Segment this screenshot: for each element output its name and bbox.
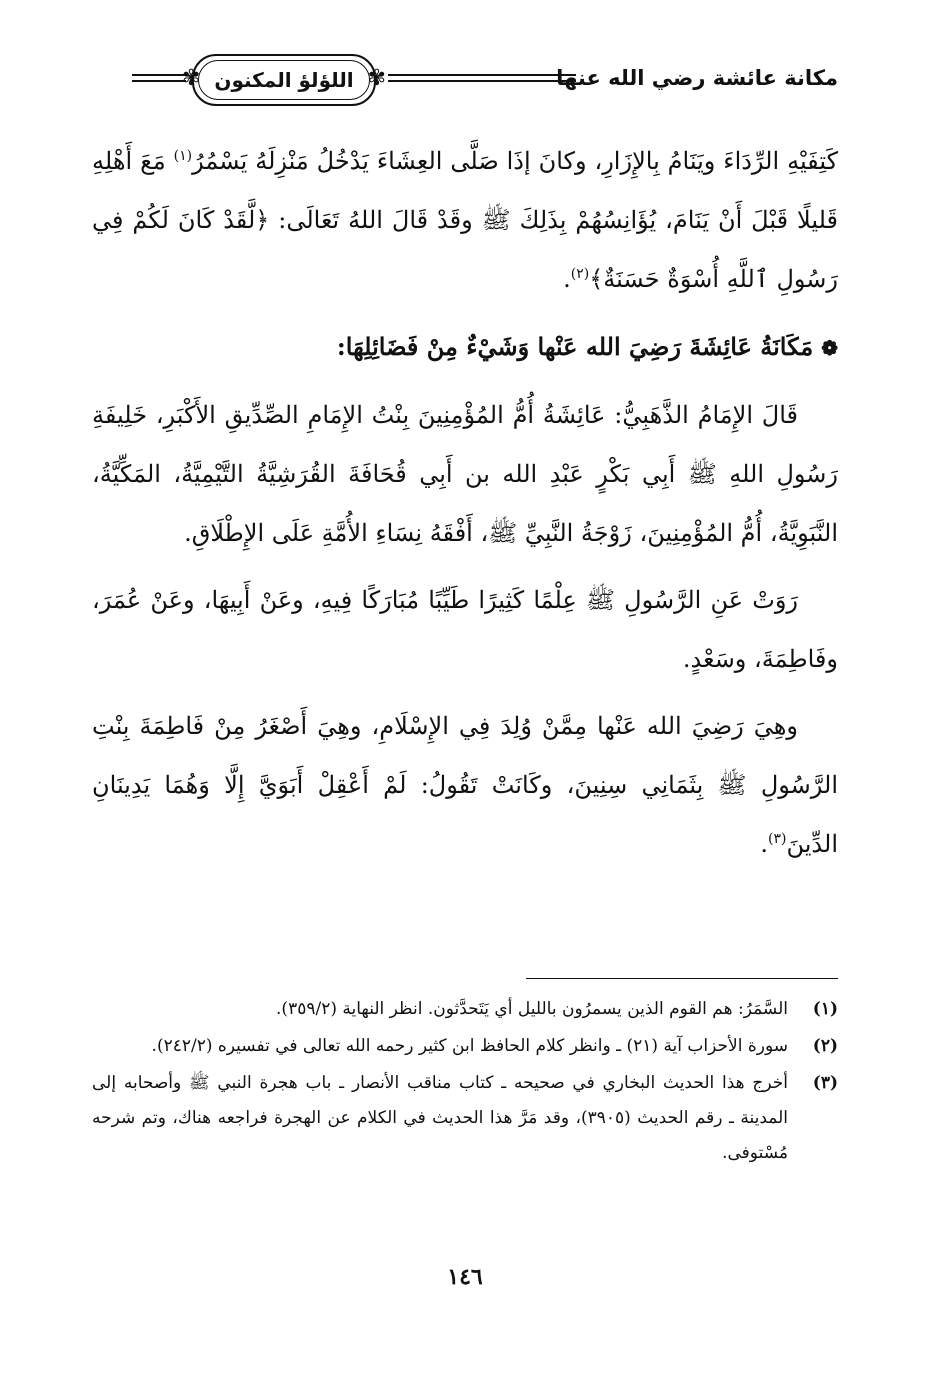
footnotes bbox=[92, 992, 838, 1173]
paragraph: وهِيَ رَضِيَ الله عَنْها مِمَّنْ وُلِدَ فِي الإِسْلَامِ، وهِيَ أَصْغَرُ مِنْ فَاطِمَةَ بِنْتِ الرَّسُولِ ﷺ بِثَمَانِي سِنِينَ، وكَانَتْ تَقُولُ: لَمْ أَعْقِلْ أَبَوَيَّ إِلَّا وَهُمَا يَدِينَانِ الدِّينَ$^{(٣)}$. bbox=[92, 712, 839, 858]
paragraph: كَتِفَيْهِ الرِّدَاءَ ويَنَامُ بِالإِزَارِ، وكانَ إذَا صَلَّى العِشَاءَ يَدْخُلُ مَنْزِلَهُ يَسْمُرُ$^{(١)}$ مَعَ أَهْلِهِ قَليلًا قَبْلَ أَنْ يَنَامَ، يُؤَانِسُهُمْ بِذَلِكَ ﷺ وقَدْ قَالَ اللهُ تَعَالَى: ﴿لَّقَدْ كَانَ لَكُمْ فِي رَسُولِ ٱللَّهِ أُسْوَةٌ حَسَنَةٌ﴾$^{(٢)}$. bbox=[92, 147, 838, 293]
chapter-title: مكانة عائشة رضي الله عنها bbox=[556, 66, 838, 90]
main-text bbox=[92, 132, 838, 882]
footnote-number: (٣) bbox=[812, 1073, 838, 1093]
page-number: ١٤٦ bbox=[447, 1264, 483, 1290]
footnote-ref: (٢) bbox=[570, 266, 590, 282]
footnote bbox=[92, 1066, 838, 1171]
book-title: اللؤلؤ المكنون bbox=[214, 68, 354, 92]
running-header bbox=[92, 54, 838, 124]
flower-icon: ❁ bbox=[821, 336, 838, 360]
footnote bbox=[92, 1029, 838, 1064]
ornament-icon: ✾ bbox=[367, 66, 386, 91]
footnote-text: سورة الأحزاب آية (٢١) ـ وانظر كلام الحافظ ابن كثير رحمه الله تعالى في تفسيره (٢٤٢/٢). bbox=[151, 1036, 788, 1056]
footnote-text: أخرج هذا الحديث البخاري في صحيحه ـ كتاب مناقب الأنصار ـ باب هجرة النبي ﷺ وأصحابه إلى المدينة ـ رقم الحديث (٣٩٠٥)، وقد مَرَّ هذا الحديث في الكلام عن الهجرة فراجعه هناك، وتم شرحه مُسْتوفى. bbox=[92, 1073, 789, 1163]
header-rule bbox=[388, 74, 576, 82]
paragraph: رَوَتْ عَنِ الرَّسُولِ ﷺ عِلْمًا كَثِيرًا طَيِّبًا مُبَارَكًا فِيهِ، وعَنْ أَبِيهَا، وعَنْ عُمَرَ، وفَاطِمَةَ، وسَعْدٍ. bbox=[92, 586, 838, 673]
ornament-icon: ✾ bbox=[182, 66, 201, 91]
section-heading: ❁مَكَانَةُ عَائِشَةَ رَضِيَ الله عَنْها وَشَيْءٌ مِنْ فَضَائِلِهَا: bbox=[336, 332, 838, 361]
footnote-divider bbox=[526, 978, 838, 979]
footnote-number: (١) bbox=[812, 999, 838, 1019]
footnote-number: (٢) bbox=[812, 1036, 838, 1056]
header-rule bbox=[132, 74, 186, 82]
book-page bbox=[92, 54, 838, 1344]
footnote-ref: (١) bbox=[173, 148, 193, 164]
book-title-cartouche bbox=[182, 54, 386, 106]
footnote-text: السَّمَرُ: هم القوم الذين يسمرُون بالليل أي يَتَحدَّثون. انظر النهاية (٣٥٩/٢). bbox=[276, 999, 788, 1019]
paragraph: قَالَ الإِمَامُ الذَّهَبِيُّ: عَائِشَةُ أُمُّ المُؤْمِنِينَ بِنْتُ الإِمَامِ الصِّدِّيقِ الأَكْبَرِ، خَلِيفَةِ رَسُولِ اللهِ ﷺ أَبِي بَكْرٍ عَبْدِ الله بن أَبِي قُحَافَةَ القُرَشِيَّةُ التَّيْمِيَّةُ، المَكِّيَّةُ، النَّبَوِيَّةُ، أُمُّ المُؤْمِنِينَ، زَوْجَةُ النَّبِيِّ ﷺ، أَفْقَهُ نِسَاءِ الأُمَّةِ عَلَى الإِطْلَاقِ. bbox=[92, 401, 838, 547]
footnote bbox=[92, 992, 838, 1027]
footnote-ref: (٣) bbox=[768, 831, 787, 847]
